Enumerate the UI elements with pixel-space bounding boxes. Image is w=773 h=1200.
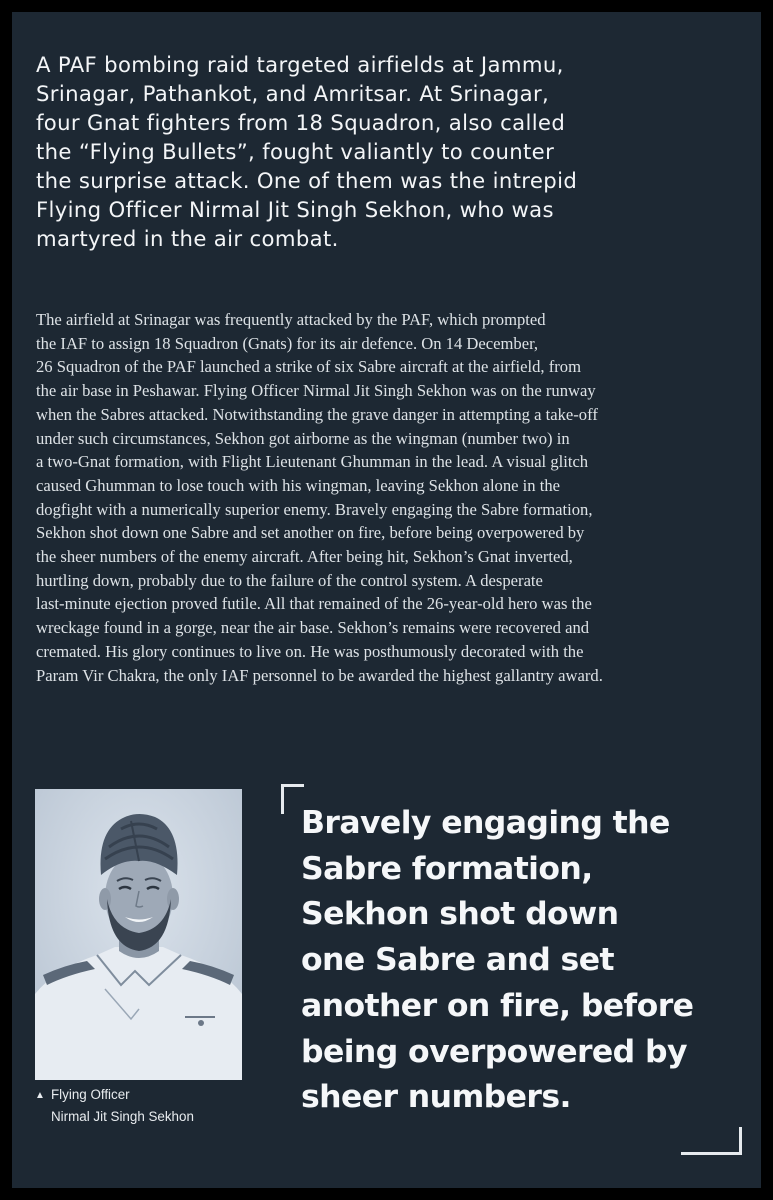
- body-line: the IAF to assign 18 Squadron (Gnats) for its air defence. On 14 December,: [36, 333, 539, 353]
- body-line: The airfield at Srinagar was frequently attacked by the PAF, which prompted: [36, 310, 546, 329]
- body-line: dogfight with a numerically superior enemy. Bravely engaging the Sabre formation,: [36, 499, 593, 519]
- body-line: under such circumstances, Sekhon got airborne as the wingman (number two) in: [36, 428, 570, 448]
- body-line: the air base in Peshawar. Flying Officer Nirmal Jit Singh Sekhon was on the runway: [36, 381, 596, 401]
- corner-bracket-close-icon: [681, 1127, 742, 1155]
- quote-line: Bravely engaging the: [301, 805, 670, 841]
- quote-line: Sekhon shot down: [301, 896, 619, 933]
- caption-text-1: Flying Officer: [51, 1087, 130, 1102]
- triangle-up-icon: ▲: [35, 1090, 45, 1101]
- body-line: hurtling down, probably due to the failure of the control system. A desperate: [36, 570, 543, 590]
- quote-line: Sabre formation,: [301, 850, 593, 887]
- photo-caption: [35, 1085, 265, 1127]
- body-line: the sheer numbers of the enemy aircraft. After being hit, Sekhon’s Gnat inverted,: [36, 547, 573, 567]
- pull-quote: [301, 801, 741, 1121]
- body-line: caused Ghumman to lose touch with his wingman, leaving Sekhon alone in the: [36, 475, 560, 495]
- lead-line: Srinagar, Pathankot, and Amritsar. At Srinagar,: [36, 81, 550, 106]
- body-line: 26 Squadron of the PAF launched a strike of six Sabre aircraft at the airfield, from: [36, 357, 581, 377]
- lead-paragraph: [36, 50, 736, 253]
- quote-line: another on fire, before: [301, 987, 694, 1024]
- body-line: a two-Gnat formation, with Flight Lieutenant Ghumman in the lead. A visual glitch: [36, 452, 589, 472]
- caption-line-2: Nirmal Jit Singh Sekhon: [51, 1108, 194, 1124]
- book-page: [12, 12, 761, 1188]
- lead-line: the “Flying Bullets”, fought valiantly to counter: [36, 139, 555, 164]
- quote-line: being overpowered by: [301, 1033, 687, 1070]
- pull-quote-block: [281, 784, 743, 1174]
- lead-line: Flying Officer Nirmal Jit Singh Sekhon, who was: [36, 197, 554, 222]
- body-line: when the Sabres attacked. Notwithstanding the grave danger in attempting a take-off: [36, 404, 598, 424]
- portrait-illustration: [35, 789, 242, 1080]
- quote-line: sheer numbers.: [301, 1079, 571, 1116]
- lead-line: A PAF bombing raid targeted airfields at Jammu,: [36, 52, 564, 77]
- lead-line: four Gnat fighters from 18 Squadron, also called: [36, 110, 566, 135]
- body-line: Param Vir Chakra, the only IAF personnel to be awarded the highest gallantry award.: [36, 665, 603, 685]
- body-line: Sekhon shot down one Sabre and set another on fire, before being overpowered by: [36, 523, 585, 543]
- portrait-photo: [35, 789, 242, 1080]
- lead-line: martyred in the air combat.: [36, 226, 339, 251]
- quote-line: one Sabre and set: [301, 942, 614, 979]
- body-line: last-minute ejection proved futile. All that remained of the 26-year-old hero was the: [36, 594, 592, 614]
- body-line: cremated. His glory continues to live on. He was posthumously decorated with the: [36, 641, 584, 661]
- caption-line-1: [35, 1085, 265, 1107]
- lead-line: the surprise attack. One of them was the intrepid: [36, 168, 578, 193]
- body-line: wreckage found in a gorge, near the air base. Sekhon’s remains were recovered and: [36, 618, 590, 638]
- body-paragraph: [36, 308, 736, 687]
